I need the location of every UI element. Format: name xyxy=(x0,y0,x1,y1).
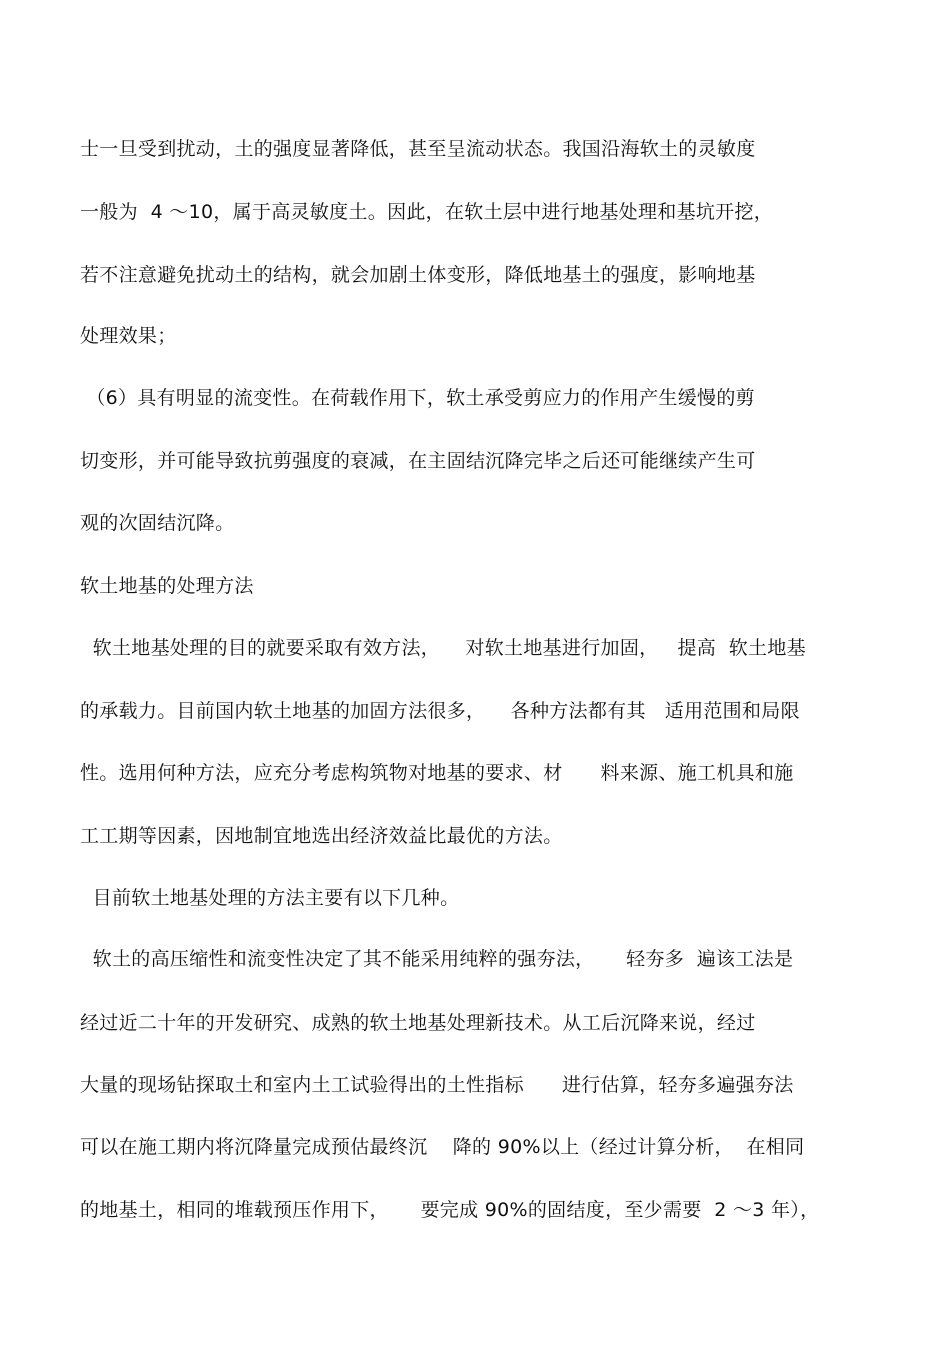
text-line: 处理效果； xyxy=(80,325,177,347)
text-line: 的地基土，相同的堆载预压作用下， 要完成 90%的固结度，至少需要 2 ～3 年）， xyxy=(80,1199,820,1221)
text-line: 的承载力。目前国内软土地基的加固方法很多， 各种方法都有其 适用范围和局限 xyxy=(80,700,800,722)
text-line: 软土的高压缩性和流变性决定了其不能采用纯粹的强夯法， 轻夯多 遍该工法是 xyxy=(80,948,794,970)
text-line: （6）具有明显的流变性。在荷载作用下，软土承受剪应力的作用产生缓慢的剪 xyxy=(80,387,755,409)
text-line: 士一旦受到扰动，土的强度显著降低，甚至呈流动状态。我国沿海软土的灵敏度 xyxy=(80,138,756,160)
text-line: 目前软土地基处理的方法主要有以下几种。 xyxy=(80,887,460,909)
text-line: 大量的现场钻探取土和室内土工试验得出的土性指标 进行估算，轻夯多遍强夯法 xyxy=(80,1074,794,1096)
text-line: 一般为 4 ～10，属于高灵敏度土。因此，在软土层中进行地基处理和基坑开挖， xyxy=(80,201,774,223)
text-line: 若不注意避免扰动土的结构，就会加剧土体变形，降低地基土的强度，影响地基 xyxy=(80,264,756,286)
text-line: 可以在施工期内将沉降量完成预估最终沉 降的 90%以上（经过计算分析， 在相同 xyxy=(80,1136,805,1158)
text-line: 软土地基处理的目的就要采取有效方法， 对软土地基进行加固， 提高 软土地基 xyxy=(80,637,806,659)
text-line: 观的次固结沉降。 xyxy=(80,512,235,534)
text-line: 工工期等因素，因地制宜地选出经济效益比最优的方法。 xyxy=(80,825,563,847)
section-heading: 软土地基的处理方法 xyxy=(80,575,254,597)
text-line: 经过近二十年的开发研究、成熟的软土地基处理新技术。从工后沉降来说，经过 xyxy=(80,1012,756,1034)
text-line: 切变形，并可能导致抗剪强度的衰减，在主固结沉降完毕之后还可能继续产生可 xyxy=(80,450,756,472)
text-line: 性。选用何种方法，应充分考虑构筑物对地基的要求、材 料来源、施工机具和施 xyxy=(80,762,794,784)
